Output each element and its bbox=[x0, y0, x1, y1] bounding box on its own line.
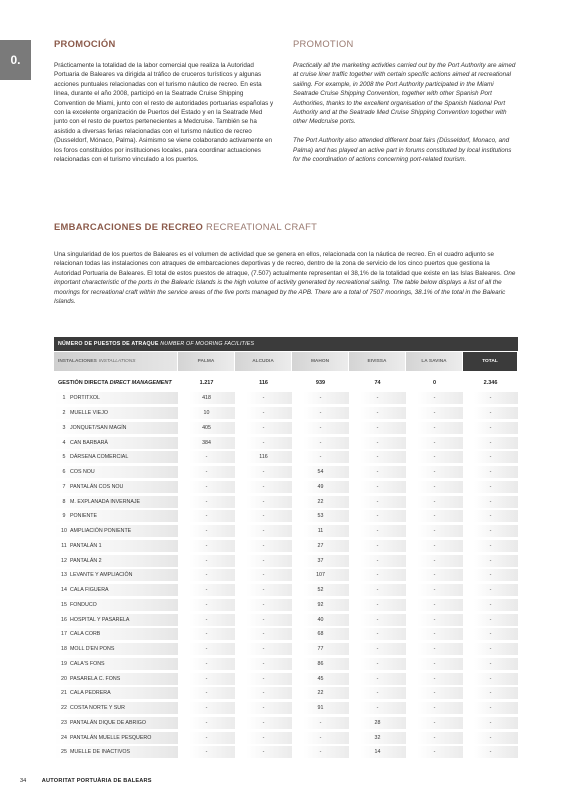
row-value: - bbox=[406, 628, 463, 640]
row-value: - bbox=[178, 746, 235, 758]
table-row bbox=[54, 421, 518, 436]
row-value: - bbox=[463, 614, 518, 626]
row-value: 384 bbox=[178, 437, 235, 449]
row-number: 14 bbox=[61, 587, 67, 594]
row-value: - bbox=[463, 422, 518, 434]
row-installation bbox=[54, 732, 178, 744]
row-value: - bbox=[349, 614, 406, 626]
row-value: - bbox=[235, 673, 292, 685]
row-name: PANTALÁN 2 bbox=[70, 557, 102, 564]
promotion-en-paragraph-1: Practically all the marketing activities carried out by the Port Authority are aimed at cruise liner traffic together with certain specific actions aimed at recreational sailing. For example, in 2008 the Port Authority participated in the Miami Seatrade Cruise Shipping Convention, together with other Spanish Port Authorities, thanks to the excellent organisation of the Spanish National Port Authority and at the Seatrade Med Cruise Shipping Convention together with other Medcruise ports. bbox=[293, 62, 516, 126]
row-value: 107 bbox=[292, 569, 349, 581]
row-value: - bbox=[463, 643, 518, 655]
table-row bbox=[54, 480, 518, 495]
direct-value: 2.346 bbox=[483, 380, 498, 386]
row-value: 91 bbox=[292, 702, 349, 714]
row-value: - bbox=[463, 584, 518, 596]
row-value: - bbox=[235, 496, 292, 508]
row-value: - bbox=[235, 628, 292, 640]
row-number: 7 bbox=[62, 483, 66, 490]
table-body bbox=[54, 391, 518, 760]
row-installation bbox=[54, 451, 178, 463]
row-installation bbox=[54, 643, 178, 655]
row-value: - bbox=[463, 392, 518, 404]
direct-value: 74 bbox=[374, 380, 381, 386]
direct-management-label: GESTIÓN DIRECTA DIRECT MANAGEMENT bbox=[58, 380, 172, 386]
row-value: - bbox=[349, 628, 406, 640]
recreational-craft-heading-en: RECREATIONAL CRAFT bbox=[206, 221, 318, 232]
row-value: - bbox=[292, 717, 349, 729]
row-installation bbox=[54, 687, 178, 699]
row-value: - bbox=[463, 407, 518, 419]
table-row bbox=[54, 612, 518, 627]
row-value: - bbox=[235, 717, 292, 729]
table-row bbox=[54, 494, 518, 509]
table-row bbox=[54, 553, 518, 568]
row-value: - bbox=[406, 555, 463, 567]
row-value: - bbox=[349, 555, 406, 567]
promotion-en-column bbox=[293, 38, 518, 164]
row-value: 405 bbox=[178, 422, 235, 434]
row-value: - bbox=[463, 717, 518, 729]
row-name: COS NOU bbox=[70, 469, 95, 476]
page-footer bbox=[20, 778, 152, 784]
row-value: - bbox=[292, 451, 349, 463]
row-value: - bbox=[463, 496, 518, 508]
row-value: - bbox=[292, 407, 349, 419]
intro-es: Una singularidad de los puertos de Baleares es el volumen de actividad que se genera en ellos, relacionada con la náutica de recreo. En el cuadro adjunto se relacionan todas las instalaciones con atraques de embarcaciones deportivas y de recreo, dentro de la zona de servicio de los cinco puertos que gestiona la Autoridad Portuaria de Baleares. El total de estos puestos de atraque, (7.507) actualmente representan el 38,1% de la totalidad que existe en las Islas Baleares. bbox=[54, 251, 502, 277]
row-value: - bbox=[235, 407, 292, 419]
row-installation bbox=[54, 702, 178, 714]
table-row bbox=[54, 568, 518, 583]
row-value: - bbox=[406, 540, 463, 552]
direct-value: 939 bbox=[315, 380, 326, 386]
row-value: - bbox=[349, 702, 406, 714]
header-palma: PALMA bbox=[178, 352, 235, 371]
row-number: 8 bbox=[62, 498, 66, 505]
row-value: - bbox=[235, 555, 292, 567]
row-number: 21 bbox=[61, 690, 67, 697]
row-value: - bbox=[235, 702, 292, 714]
row-value: - bbox=[463, 437, 518, 449]
row-value: - bbox=[406, 525, 463, 537]
promotion-en-heading: PROMOTION bbox=[293, 38, 354, 49]
row-value: - bbox=[349, 407, 406, 419]
row-value: - bbox=[235, 466, 292, 478]
row-value: - bbox=[235, 422, 292, 434]
page-number: 34 bbox=[20, 778, 27, 784]
table-row bbox=[54, 598, 518, 613]
header-total: TOTAL bbox=[463, 352, 518, 371]
row-value: - bbox=[463, 555, 518, 567]
row-name: PANTALÁN MUELLE PESQUERO bbox=[70, 734, 152, 741]
row-value: - bbox=[178, 481, 235, 493]
row-installation bbox=[54, 466, 178, 478]
table-title-es: NÚMERO DE PUESTOS DE ATRAQUE bbox=[58, 341, 159, 347]
table-row bbox=[54, 701, 518, 716]
recreational-craft-heading bbox=[54, 221, 518, 232]
row-value: 116 bbox=[235, 451, 292, 463]
row-value: - bbox=[349, 392, 406, 404]
row-installation bbox=[54, 599, 178, 611]
row-installation bbox=[54, 525, 178, 537]
row-value: 32 bbox=[349, 732, 406, 744]
row-value: - bbox=[406, 422, 463, 434]
row-value: - bbox=[178, 717, 235, 729]
row-value: - bbox=[406, 658, 463, 670]
row-value: 10 bbox=[178, 407, 235, 419]
footer-org: AUTORITAT PORTUÀRIA DE BALEARS bbox=[41, 778, 152, 784]
row-number: 19 bbox=[61, 660, 67, 667]
row-value: - bbox=[235, 569, 292, 581]
row-value: - bbox=[349, 510, 406, 522]
row-value: - bbox=[463, 746, 518, 758]
row-installation bbox=[54, 422, 178, 434]
row-value: - bbox=[235, 687, 292, 699]
row-installation bbox=[54, 555, 178, 567]
row-number: 2 bbox=[62, 410, 66, 417]
row-name: M. EXPLANADA INVERNAJE bbox=[70, 498, 141, 505]
row-value: 77 bbox=[292, 643, 349, 655]
row-value: - bbox=[349, 525, 406, 537]
row-value: - bbox=[349, 437, 406, 449]
row-value: - bbox=[349, 584, 406, 596]
row-value: - bbox=[463, 451, 518, 463]
row-value: - bbox=[349, 687, 406, 699]
row-value: - bbox=[406, 451, 463, 463]
row-number: 17 bbox=[61, 631, 67, 638]
row-value: - bbox=[235, 525, 292, 537]
row-value: - bbox=[178, 658, 235, 670]
row-name: HOSPITAL Y PASARELA bbox=[70, 616, 130, 623]
table-row bbox=[54, 745, 518, 760]
row-value: - bbox=[463, 466, 518, 478]
row-value: - bbox=[292, 422, 349, 434]
row-value: - bbox=[178, 569, 235, 581]
row-value: - bbox=[349, 643, 406, 655]
table-row bbox=[54, 716, 518, 731]
row-value: - bbox=[463, 702, 518, 714]
row-value: - bbox=[235, 599, 292, 611]
row-value: 49 bbox=[292, 481, 349, 493]
row-value: - bbox=[406, 702, 463, 714]
promotion-en-paragraph-2: The Port Authority also attended different boat fairs (Düsseldorf, Monaco, and Palma) and has played an active part in forums constituted by local institutions for the coordination of actions concerning port-related tourism. bbox=[293, 137, 512, 164]
table-row bbox=[54, 391, 518, 406]
row-value: 40 bbox=[292, 614, 349, 626]
row-value: - bbox=[406, 569, 463, 581]
row-name: MUELLE DE INACTIVOS bbox=[70, 749, 131, 756]
row-value: - bbox=[463, 510, 518, 522]
row-value: - bbox=[406, 614, 463, 626]
row-value: - bbox=[178, 510, 235, 522]
direct-value: 1.217 bbox=[199, 380, 214, 386]
row-value: - bbox=[292, 437, 349, 449]
row-name: CAN BARBARÀ bbox=[70, 439, 108, 446]
row-name: CALA CORB bbox=[70, 631, 101, 638]
row-value: - bbox=[349, 451, 406, 463]
row-value: - bbox=[463, 628, 518, 640]
row-value: 27 bbox=[292, 540, 349, 552]
table-row bbox=[54, 671, 518, 686]
row-value: - bbox=[349, 481, 406, 493]
row-value: - bbox=[463, 540, 518, 552]
row-name: COSTA NORTE Y SUR bbox=[70, 705, 125, 712]
row-number: 16 bbox=[61, 616, 67, 623]
row-number: 10 bbox=[61, 528, 67, 535]
table-header bbox=[54, 352, 518, 371]
row-value: - bbox=[235, 437, 292, 449]
row-value: - bbox=[349, 496, 406, 508]
row-value: - bbox=[235, 643, 292, 655]
direct-management-row bbox=[54, 375, 518, 391]
recreational-craft-heading-es: EMBARCACIONES DE RECREO bbox=[54, 221, 204, 232]
row-name: PONIENTE bbox=[70, 513, 98, 520]
table-row bbox=[54, 450, 518, 465]
row-value: - bbox=[463, 481, 518, 493]
row-value: 22 bbox=[292, 687, 349, 699]
table-row bbox=[54, 657, 518, 672]
row-value: - bbox=[178, 732, 235, 744]
header-installations: INSTALACIONES INSTALLATIONS bbox=[54, 352, 178, 371]
row-value: - bbox=[406, 510, 463, 522]
row-value: - bbox=[406, 673, 463, 685]
row-value: - bbox=[178, 702, 235, 714]
row-value: 22 bbox=[292, 496, 349, 508]
row-value: - bbox=[178, 599, 235, 611]
row-installation bbox=[54, 481, 178, 493]
row-value: - bbox=[178, 540, 235, 552]
row-name: PANTALÁN COS NOU bbox=[70, 483, 124, 490]
header-alcudia: ALCUDIA bbox=[235, 352, 292, 371]
row-value: - bbox=[349, 422, 406, 434]
row-installation bbox=[54, 746, 178, 758]
row-value: 45 bbox=[292, 673, 349, 685]
recreational-craft-section bbox=[54, 221, 518, 306]
row-value: - bbox=[406, 584, 463, 596]
row-value: - bbox=[463, 658, 518, 670]
table-row bbox=[54, 406, 518, 421]
promotion-es-paragraph: Prácticamente la totalidad de la labor comercial que realiza la Autoridad Portuaria de Baleares va dirigida al tráfico de cruceros turísticos y algunas acciones puntuales relacionadas con el turismo náutico de recreo. En esta línea, durante el año 2008, participó en la Seatrade Cruise Shipping Convention de Miami, junto con el resto de autoridades portuarias españolas y con la excelente organización de Puertos del Estado y en la Seatrade Med junto con el resto de puertos pertenecientes a Medcruise. También se ha asistido a diversas ferias relacionadas con el turismo náutico de recreo (Dusseldorf, Mónaco, Palma). Asimismo se viene colaborando activamente en los foros constituidos por instituciones locales, para coordinar actuaciones relacionadas con el turismo vinculado a los puertos. bbox=[54, 62, 274, 164]
row-value: - bbox=[406, 643, 463, 655]
row-value: 28 bbox=[349, 717, 406, 729]
row-value: - bbox=[178, 555, 235, 567]
row-value: - bbox=[406, 732, 463, 744]
row-value: - bbox=[349, 673, 406, 685]
row-name: LEVANTE Y AMPLIACIÓN bbox=[70, 572, 133, 579]
table-title-en: NUMBER OF MOORING FACILITIES bbox=[160, 341, 255, 347]
table-row bbox=[54, 583, 518, 598]
row-value: - bbox=[178, 466, 235, 478]
row-value: 92 bbox=[292, 599, 349, 611]
row-number: 25 bbox=[61, 749, 67, 756]
row-value: - bbox=[178, 614, 235, 626]
row-installation bbox=[54, 628, 178, 640]
header-la-savina: LA SAVINA bbox=[406, 352, 463, 371]
direct-value: 116 bbox=[259, 380, 268, 386]
row-value: - bbox=[178, 628, 235, 640]
row-installation bbox=[54, 614, 178, 626]
table-title bbox=[54, 337, 518, 351]
row-installation bbox=[54, 407, 178, 419]
table-row bbox=[54, 509, 518, 524]
row-name: CALA FIGUERA bbox=[70, 587, 109, 594]
row-installation bbox=[54, 392, 178, 404]
row-value: - bbox=[463, 569, 518, 581]
row-name: PANTALÁN 1 bbox=[70, 542, 102, 549]
row-value: - bbox=[178, 643, 235, 655]
row-value: - bbox=[235, 584, 292, 596]
row-value: - bbox=[349, 466, 406, 478]
row-number: 6 bbox=[62, 469, 66, 476]
row-installation bbox=[54, 510, 178, 522]
mooring-table bbox=[54, 337, 518, 760]
row-number: 15 bbox=[61, 601, 67, 608]
row-value: - bbox=[406, 481, 463, 493]
row-name: PORTITXOL bbox=[70, 395, 100, 402]
row-name: PASARELA C. FONS bbox=[70, 675, 121, 682]
row-number: 11 bbox=[61, 542, 67, 549]
row-value: - bbox=[349, 569, 406, 581]
row-value: - bbox=[178, 525, 235, 537]
row-name: JONQUET/SAN MAGÍN bbox=[70, 424, 127, 431]
table-row bbox=[54, 435, 518, 450]
row-value: - bbox=[235, 614, 292, 626]
intro-en: One important characteristic of the ports in the Balearic Islands is the high volume of activity generated by recreational sailing. The table below displays a list of all the moorings for recreational craft within the service areas of the five ports managed by the APB. There are a total of 7507 moorings, 38.1% of the total in the Balearic Islands. bbox=[54, 269, 516, 306]
row-name: MUELLE VIEJO bbox=[70, 410, 108, 417]
row-value: - bbox=[178, 584, 235, 596]
row-name: MOLL D'EN PONS bbox=[70, 646, 115, 653]
row-value: - bbox=[178, 496, 235, 508]
row-value: 86 bbox=[292, 658, 349, 670]
row-value: 54 bbox=[292, 466, 349, 478]
row-value: - bbox=[406, 407, 463, 419]
row-value: - bbox=[235, 658, 292, 670]
row-value: - bbox=[235, 540, 292, 552]
row-value: - bbox=[235, 481, 292, 493]
header-eivissa: EIVISSA bbox=[349, 352, 406, 371]
row-value: - bbox=[406, 599, 463, 611]
row-value: 37 bbox=[292, 555, 349, 567]
row-value: - bbox=[406, 437, 463, 449]
row-value: - bbox=[292, 732, 349, 744]
row-number: 12 bbox=[61, 557, 67, 564]
row-value: - bbox=[463, 732, 518, 744]
row-value: 418 bbox=[178, 392, 235, 404]
table-row bbox=[54, 627, 518, 642]
promotion-es-heading: PROMOCIÓN bbox=[54, 38, 116, 49]
row-value: - bbox=[235, 392, 292, 404]
row-name: PANTALÁN DIQUE DE ABRIGO bbox=[70, 719, 147, 726]
row-number: 1 bbox=[62, 395, 66, 402]
row-value: - bbox=[406, 717, 463, 729]
row-number: 20 bbox=[61, 675, 67, 682]
recreational-craft-intro bbox=[54, 250, 518, 306]
row-value: 52 bbox=[292, 584, 349, 596]
row-installation bbox=[54, 437, 178, 449]
row-number: 18 bbox=[61, 646, 67, 653]
table-row bbox=[54, 642, 518, 657]
row-name: FONDUCO bbox=[70, 601, 97, 608]
row-installation bbox=[54, 540, 178, 552]
promotion-es-column bbox=[54, 38, 276, 164]
row-value: - bbox=[349, 599, 406, 611]
row-value: 14 bbox=[349, 746, 406, 758]
row-value: - bbox=[292, 392, 349, 404]
row-value: - bbox=[292, 746, 349, 758]
row-installation bbox=[54, 658, 178, 670]
row-number: 4 bbox=[62, 439, 66, 446]
section-tab: 0. bbox=[0, 40, 31, 80]
row-value: 53 bbox=[292, 510, 349, 522]
direct-value: 0 bbox=[432, 380, 437, 386]
row-value: - bbox=[406, 392, 463, 404]
row-installation bbox=[54, 584, 178, 596]
row-installation bbox=[54, 496, 178, 508]
table-row bbox=[54, 686, 518, 701]
row-value: - bbox=[463, 599, 518, 611]
row-name: CALA PEDRERA bbox=[70, 690, 111, 697]
row-number: 13 bbox=[61, 572, 67, 579]
row-installation bbox=[54, 673, 178, 685]
row-value: - bbox=[406, 466, 463, 478]
row-value: - bbox=[463, 525, 518, 537]
row-value: - bbox=[235, 732, 292, 744]
row-number: 3 bbox=[62, 424, 66, 431]
row-value: - bbox=[178, 687, 235, 699]
row-value: - bbox=[406, 687, 463, 699]
row-value: - bbox=[178, 673, 235, 685]
row-value: 68 bbox=[292, 628, 349, 640]
row-value: - bbox=[235, 746, 292, 758]
row-name: CALA'S FONS bbox=[70, 660, 105, 667]
row-value: - bbox=[178, 451, 235, 463]
row-number: 22 bbox=[61, 705, 67, 712]
row-value: 11 bbox=[292, 525, 349, 537]
row-name: AMPLIACIÓN PONIENTE bbox=[70, 528, 132, 535]
table-row bbox=[54, 539, 518, 554]
table-row bbox=[54, 465, 518, 480]
row-value: - bbox=[349, 658, 406, 670]
row-value: - bbox=[406, 746, 463, 758]
header-mahon: MAHON bbox=[292, 352, 349, 371]
row-number: 23 bbox=[61, 719, 67, 726]
row-number: 9 bbox=[62, 513, 66, 520]
row-installation bbox=[54, 569, 178, 581]
row-name: DÁRSENA COMERCIAL bbox=[70, 454, 129, 461]
row-value: - bbox=[463, 687, 518, 699]
table-row bbox=[54, 524, 518, 539]
row-value: - bbox=[235, 510, 292, 522]
table-row bbox=[54, 730, 518, 745]
row-value: - bbox=[406, 496, 463, 508]
row-value: - bbox=[349, 540, 406, 552]
row-number: 5 bbox=[62, 454, 66, 461]
row-number: 24 bbox=[61, 734, 67, 741]
row-value: - bbox=[463, 673, 518, 685]
row-installation bbox=[54, 717, 178, 729]
